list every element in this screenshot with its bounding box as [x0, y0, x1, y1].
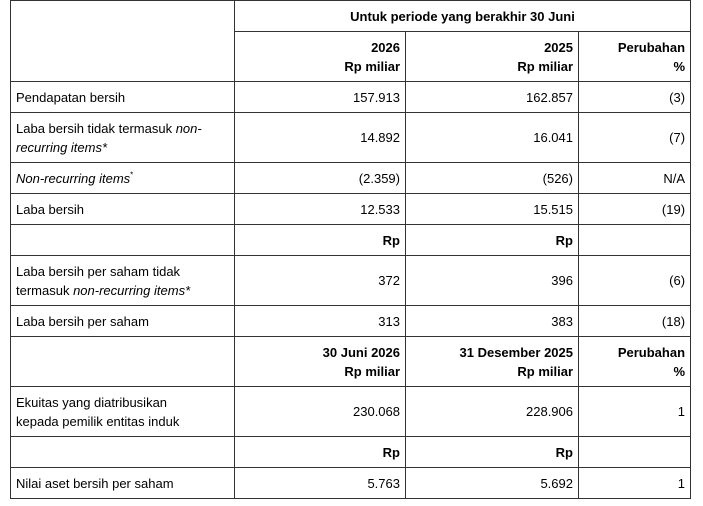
empty-cell [579, 225, 691, 256]
row-label: Pendapatan bersih [11, 82, 235, 113]
value-change: (7) [579, 113, 691, 163]
empty-cell [11, 437, 235, 468]
row-label: Laba bersih tidak termasuk non- recurring items* [11, 113, 235, 163]
value-2026: 12.533 [235, 194, 406, 225]
col-header-2026: 2026 Rp miliar [235, 32, 406, 82]
row-label: Laba bersih per saham tidak termasuk non-recurring items* [11, 256, 235, 306]
table-row [11, 306, 691, 337]
col-header-31-desember-2025: 31 Desember 2025 Rp miliar [406, 337, 579, 387]
table-row [11, 468, 691, 499]
row-label: Non-recurring items* [11, 163, 235, 194]
unit-2026: Rp [235, 225, 406, 256]
value-30-juni-2026: 230.068 [235, 387, 406, 437]
value-2026: 372 [235, 256, 406, 306]
value-change: (3) [579, 82, 691, 113]
value-change: 1 [579, 468, 691, 499]
value-31-desember-2025: 228.906 [406, 387, 579, 437]
row-label: Laba bersih per saham [11, 306, 235, 337]
value-change: N/A [579, 163, 691, 194]
unit-30-juni-2026: Rp [235, 437, 406, 468]
value-2026: 14.892 [235, 113, 406, 163]
balance-header-row [11, 337, 691, 387]
empty-cell [579, 437, 691, 468]
value-2025: 396 [406, 256, 579, 306]
table-row [11, 82, 691, 113]
value-2025: 162.857 [406, 82, 579, 113]
row-label: Laba bersih [11, 194, 235, 225]
value-2025: 383 [406, 306, 579, 337]
table-row [11, 194, 691, 225]
table-row [11, 113, 691, 163]
col-header-2025: 2025 Rp miliar [406, 32, 579, 82]
col-header-30-juni-2026: 30 Juni 2026 Rp miliar [235, 337, 406, 387]
col-header-change: Perubahan % [579, 337, 691, 387]
table-row [11, 256, 691, 306]
col-header-change: Perubahan % [579, 32, 691, 82]
unit-row [11, 225, 691, 256]
unit-2025: Rp [406, 225, 579, 256]
value-2025: 15.515 [406, 194, 579, 225]
value-2026: (2.359) [235, 163, 406, 194]
value-2025: (526) [406, 163, 579, 194]
value-31-desember-2025: 5.692 [406, 468, 579, 499]
value-change: (6) [579, 256, 691, 306]
table-row [11, 387, 691, 437]
row-label: Nilai aset bersih per saham [11, 468, 235, 499]
value-30-juni-2026: 5.763 [235, 468, 406, 499]
value-change: (19) [579, 194, 691, 225]
financial-summary-table [10, 0, 691, 499]
value-2025: 16.041 [406, 113, 579, 163]
empty-cell [11, 225, 235, 256]
empty-corner-cell [11, 1, 235, 82]
value-2026: 313 [235, 306, 406, 337]
row-label: Ekuitas yang diatribusikan kepada pemilik entitas induk [11, 387, 235, 437]
value-change: (18) [579, 306, 691, 337]
empty-cell [11, 337, 235, 387]
value-2026: 157.913 [235, 82, 406, 113]
period-header-row [11, 1, 691, 32]
table-row [11, 163, 691, 194]
unit-row [11, 437, 691, 468]
value-change: 1 [579, 387, 691, 437]
period-header: Untuk periode yang berakhir 30 Juni [235, 1, 691, 32]
unit-31-desember-2025: Rp [406, 437, 579, 468]
